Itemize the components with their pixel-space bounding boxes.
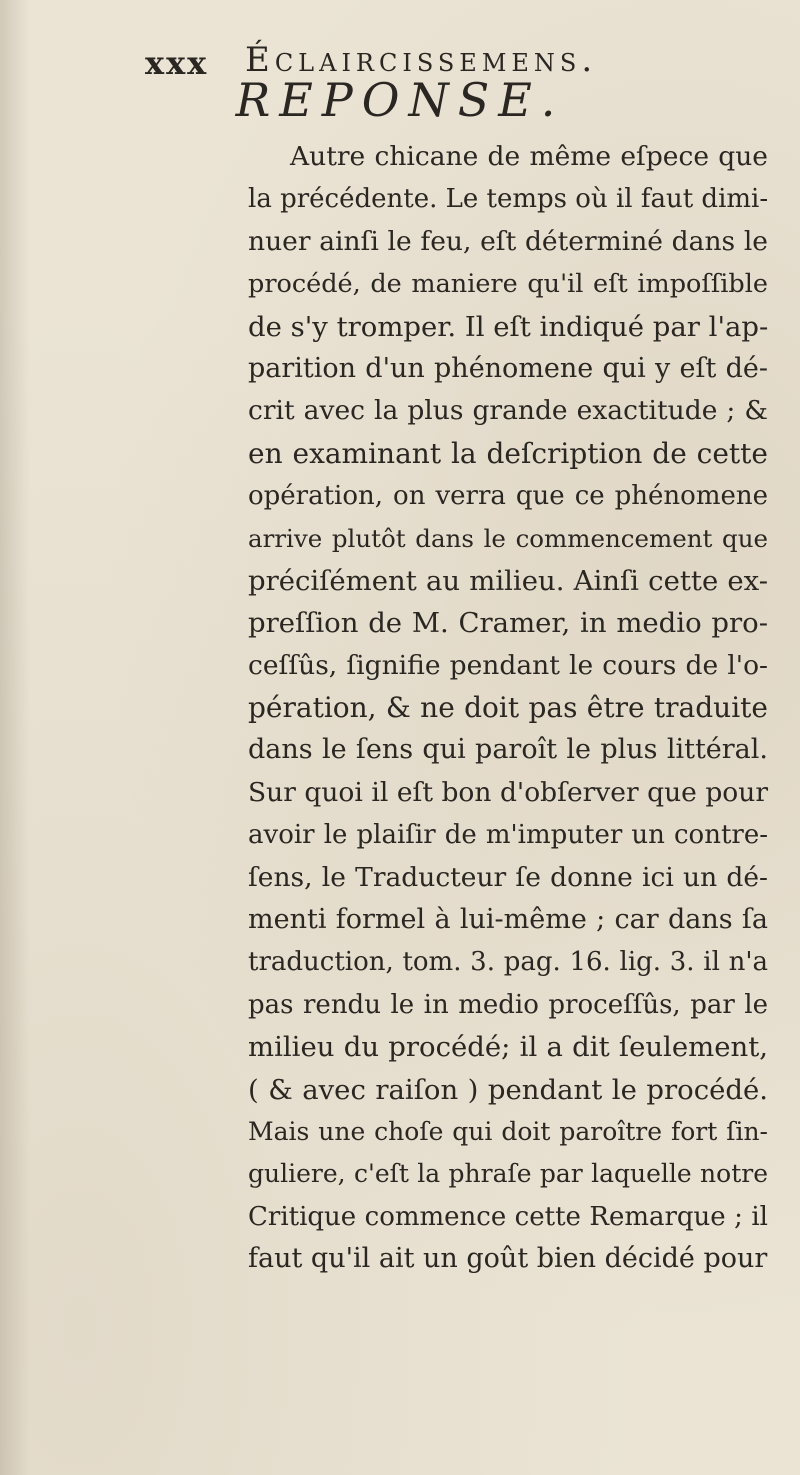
text-line: Mais une choſe qui doit paroître fort ſin- [248, 1116, 768, 1146]
text-line: la précédente. Le temps où il faut dimi- [248, 184, 769, 215]
text-line: ( & avec raiſon ) pendant le procédé. [248, 1073, 768, 1106]
text-line: dans le ſens qui paroît le plus littéral. [248, 734, 768, 766]
text-line: nuer ainſi le feu, eſt déterminé dans le [248, 225, 768, 257]
text-line: parition d'un phénomene qui y eſt dé- [248, 352, 768, 384]
text-line: préciſément au milieu. Ainſi cette ex- [248, 564, 768, 597]
text-line: menti formel à lui-même ; car dans ſa [248, 904, 768, 936]
text-line: Autre chicane de même eſpece que [290, 141, 768, 172]
text-line: arrive plutôt dans le commencement que [248, 523, 768, 553]
text-line: crit avec la plus grande exactitude ; & [248, 395, 768, 427]
text-line: procédé, de maniere qu'il eſt impoſſible [248, 269, 768, 300]
text-line: traduction, tom. 3. pag. 16. lig. 3. il n'a [248, 947, 768, 978]
text-line: opération, on verra que ce phénomene [248, 481, 768, 512]
body-paragraph [248, 136, 768, 1281]
section-title: REPONSE. [235, 73, 565, 127]
text-line: guliere, c'eſt la phraſe par laquelle notre [248, 1159, 768, 1189]
text-line: pération, & ne doit pas être traduite [248, 691, 768, 725]
text-line: ſens, le Traducteur ſe donne ici un dé- [248, 861, 768, 893]
text-line: ceſſûs, ſignifie pendant le cours de l'o- [248, 649, 768, 681]
text-line: milieu du procédé; il a dit ſeulement, [248, 1031, 768, 1064]
running-title: Éclaircissemens. [245, 40, 598, 80]
text-line: avoir le plaiſir de m'imputer un contre- [248, 820, 768, 851]
text-line: pas rendu le in medio proceſſûs, par le [248, 989, 768, 1020]
text-line: Critique commence cette Remarque ; il [248, 1201, 768, 1232]
page-number: xxx [145, 44, 209, 82]
text-line: Sur quoi il eſt bon d'obſerver que pour [248, 776, 768, 808]
text-line: en examinant la deſcription de cette [248, 436, 768, 470]
text-line: preſſion de M. Cramer, in medio pro- [248, 607, 768, 640]
text-line: de s'y tromper. Il eſt indiqué par l'ap- [248, 310, 769, 343]
page-gutter-shadow [0, 0, 30, 1475]
text-line: faut qu'il ait un goût bien décidé pour [248, 1243, 768, 1275]
